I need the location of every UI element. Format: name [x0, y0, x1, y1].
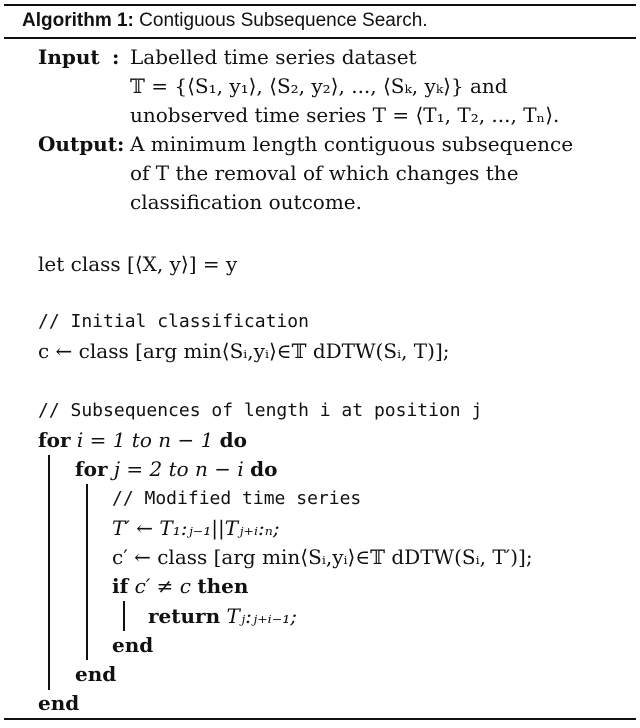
- inner-for-end: n − i: [195, 457, 244, 481]
- let-class-line: let class [⟨X, y⟩] = y: [38, 252, 238, 276]
- outer-block-bar: [48, 455, 50, 690]
- outer-for-line: [38, 426, 247, 454]
- algorithm-label: Algorithm 1:: [22, 10, 134, 31]
- return-line: [148, 602, 297, 630]
- outer-for-to: to: [131, 428, 152, 452]
- if-line: [112, 572, 248, 600]
- return-keyword: return: [148, 604, 221, 628]
- outer-for-keyword: for: [38, 428, 71, 452]
- initial-classification-assignment: c ← class [arg min⟨Sᵢ,yᵢ⟩∈𝕋 dDTW(Sᵢ, T)];: [38, 339, 450, 363]
- if-condition: c′ ≠ c: [134, 574, 191, 598]
- input-line-2: 𝕋 = {⟨S₁, y₁⟩, ⟨S₂, y₂⟩, ..., ⟨Sₖ, yₖ⟩} and: [130, 74, 508, 98]
- comment-initial-classification: // Initial classification: [38, 311, 309, 332]
- end-outer-for: end: [38, 691, 80, 715]
- bottom-rule: [4, 718, 636, 720]
- modified-classification-assignment: c′ ← class [arg min⟨Sᵢ,yᵢ⟩∈𝕋 dDTW(Sᵢ, T′)];: [112, 545, 533, 569]
- output-line-2: of T the removal of which changes the: [130, 161, 519, 185]
- return-value: Tⱼ:ⱼ₊ᵢ₋₁;: [226, 604, 298, 628]
- if-keyword: if: [112, 574, 129, 598]
- input-label: Input: [38, 45, 100, 69]
- output-line-3: classification outcome.: [130, 190, 362, 214]
- algorithm-title: Contiguous Subsequence Search.: [139, 10, 428, 31]
- inner-for-keyword: for: [75, 457, 108, 481]
- end-if: end: [112, 633, 154, 657]
- then-keyword: then: [197, 574, 249, 598]
- outer-for-start: i = 1: [76, 428, 126, 452]
- outer-do-keyword: do: [219, 428, 247, 452]
- input-line-3: unobserved time series T = ⟨T₁, T₂, ..., Tₙ⟩.: [130, 103, 560, 127]
- inner-block-bar: [86, 484, 88, 660]
- input-line-1: Labelled time series dataset: [130, 45, 417, 69]
- modified-series-assignment: T′ ← T₁:ⱼ₋₁||Tⱼ₊ᵢ:ₙ;: [112, 516, 280, 540]
- inner-for-line: [75, 455, 277, 483]
- output-label: Output:: [38, 132, 125, 156]
- comment-modified-series: // Modified time series: [112, 488, 362, 509]
- inner-for-to: to: [168, 457, 189, 481]
- inner-do-keyword: do: [250, 457, 278, 481]
- output-line-1: A minimum length contiguous subsequence: [130, 132, 574, 156]
- caption-rule: [4, 37, 636, 39]
- if-block-bar: [123, 601, 125, 631]
- input-colon: :: [112, 45, 120, 69]
- algorithm-caption: [22, 6, 428, 36]
- comment-subsequences: // Subsequences of length i at position j: [38, 400, 483, 421]
- outer-for-end: n − 1: [158, 428, 214, 452]
- end-inner-for: end: [75, 662, 117, 686]
- inner-for-start: j = 2: [113, 457, 163, 481]
